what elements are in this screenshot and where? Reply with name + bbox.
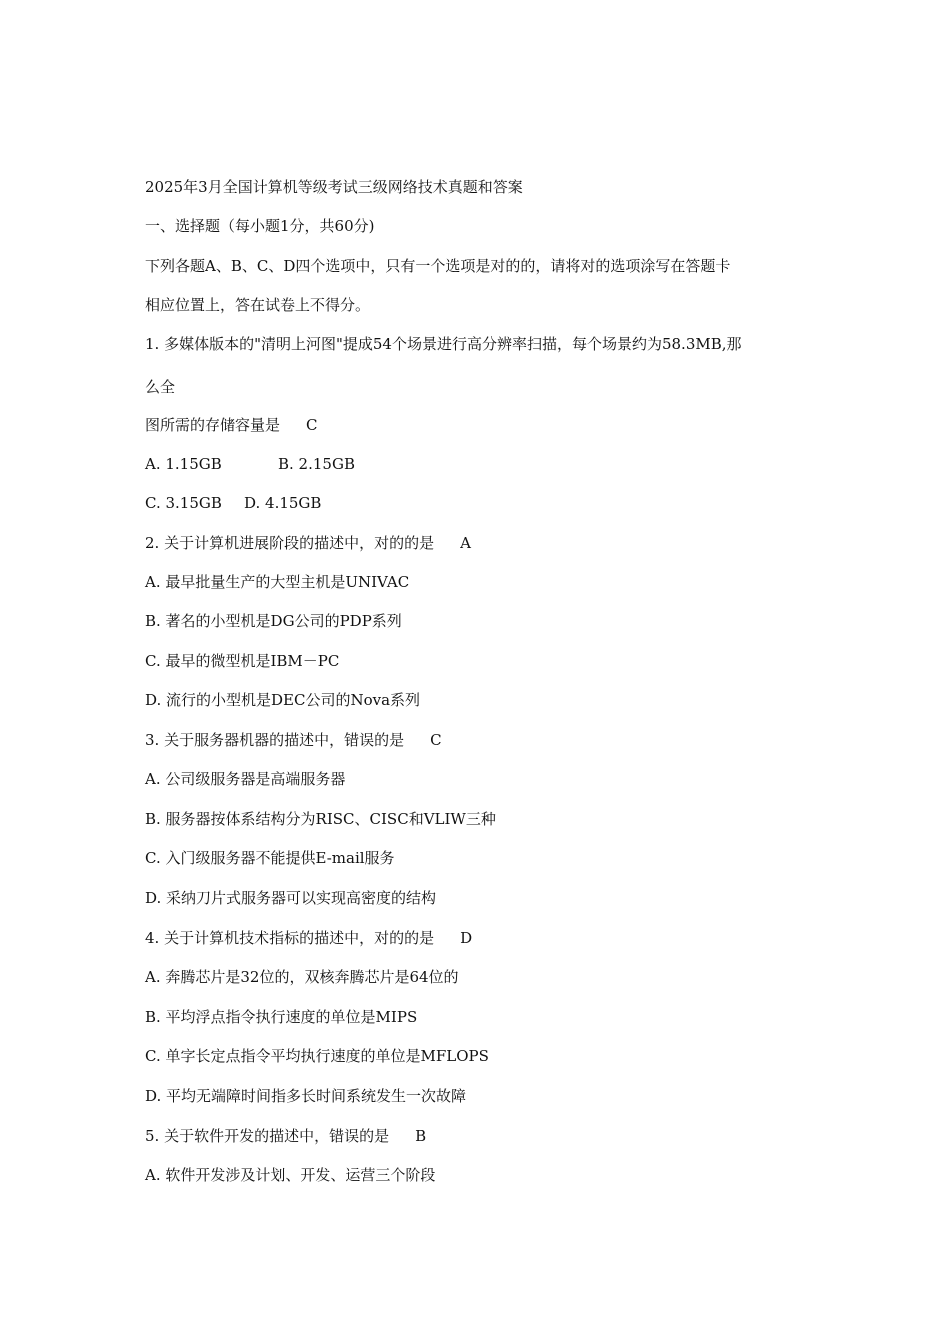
option: A. 最早批量生产的大型主机是UNIVAC (145, 573, 410, 591)
question-stem: 2. 关于计算机进展阶段的描述中，对的的是 (145, 534, 435, 552)
section-heading: 一、选择题（每小题1分，共60分) (145, 217, 375, 235)
question-stem-line (145, 928, 472, 948)
option-row (145, 493, 321, 513)
option: B. 服务器按体系结构分为RISC、CISC和VLIW三种 (145, 810, 496, 828)
answer-key: D (460, 929, 473, 947)
option: D. 流行的小型机是DEC公司的Nova系列 (145, 691, 421, 709)
option: B. 著名的小型机是DG公司的PDP系列 (145, 612, 402, 630)
answer-key: C (430, 731, 442, 749)
option: C. 3.15GB (145, 494, 222, 512)
question-stem-line (145, 533, 471, 553)
option: A. 公司级服务器是高端服务器 (145, 770, 346, 788)
question-stem: 图所需的存储容量是 (145, 416, 281, 434)
option: A. 1.15GB (145, 455, 222, 473)
question-stem: 5. 关于软件开发的描述中，错误的是 (145, 1127, 390, 1145)
option: C. 入门级服务器不能提供E-mail服务 (145, 849, 395, 867)
answer-key: B (415, 1127, 427, 1145)
question-stem: 1. 多媒体版本的"清明上河图"提成54个场景进行高分辨率扫描，每个场景约为58.3MB,那 (145, 335, 742, 353)
option: D. 采纳刀片式服务器可以实现高密度的结构 (145, 889, 437, 907)
option: A. 奔腾芯片是32位的，双核奔腾芯片是64位的 (145, 968, 459, 986)
document-title: 2025年3月全国计算机等级考试三级网络技术真题和答案 (145, 178, 523, 196)
option-row (145, 454, 355, 474)
question-stem: 3. 关于服务器机器的描述中，错误的是 (145, 731, 405, 749)
question-stem-line (145, 415, 318, 435)
option: C. 单字长定点指令平均执行速度的单位是MFLOPS (145, 1047, 489, 1065)
option: A. 软件开发涉及计划、开发、运营三个阶段 (145, 1166, 436, 1184)
option: C. 最早的微型机是IBM－PC (145, 652, 340, 670)
question-stem: 4. 关于计算机技术指标的描述中，对的的是 (145, 929, 435, 947)
question-stem-line (145, 730, 442, 750)
option: B. 平均浮点指令执行速度的单位是MIPS (145, 1008, 418, 1026)
answer-key: C (306, 416, 318, 434)
question-stem: 么全 (145, 378, 176, 396)
instruction-line: 相应位置上，答在试卷上不得分。 (145, 296, 371, 314)
option: D. 平均无端障时间指多长时间系统发生一次故障 (145, 1087, 467, 1105)
option: B. 2.15GB (278, 455, 355, 473)
option: D. 4.15GB (244, 494, 322, 512)
answer-key: A (460, 534, 471, 552)
question-stem-line (145, 1126, 426, 1146)
instruction-line: 下列各题A、B、C、D四个选项中，只有一个选项是对的的，请将对的选项涂写在答题卡 (145, 257, 731, 275)
